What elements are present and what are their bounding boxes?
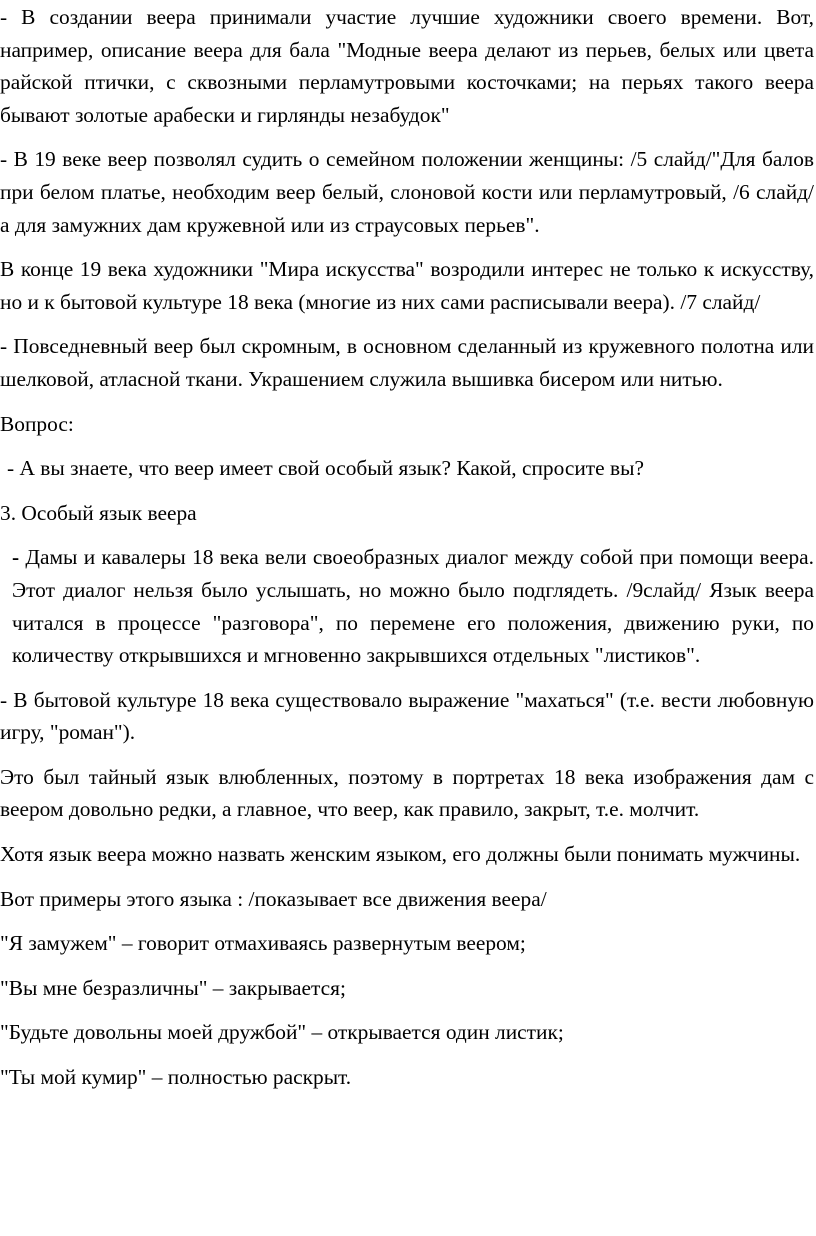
paragraph-fan-artists: - В создании веера принимали участие лучшие художники своего времени. Вот, например, описание веера для бала "Модные веера делают из перьев, белых или цвета райской птички, с сквозными перламутровыми косточками; на перьях такого веера бывают золотые арабески и гирлянды незабудок" <box>0 5 814 127</box>
paragraph-everyday-fan: - Повседневный веер был скромным, в основном сделанный из кружевного полотна или шелковой, атласной ткани. Украшением служила вышивка бисером или нитью. <box>0 334 814 391</box>
paragraph-question: - А вы знаете, что веер имеет свой особый язык? Какой, спросите вы? <box>7 456 644 481</box>
example-idol: "Ты мой кумир" – полностью раскрыт. <box>0 1065 352 1090</box>
example-married: "Я замужем" – говорит отмахиваясь развернутым веером; <box>0 931 526 956</box>
paragraph-world-of-art: В конце 19 века художники "Мира искусства" возродили интерес не только к искусству, но и к бытовой культуре 18 века (многие из них сами расписывали веера). /7 слайд/ <box>0 257 814 314</box>
paragraph-secret-language: Это был тайный язык влюбленных, поэтому в портретах 18 века изображения дам с веером довольно редки, а главное, что веер, как правило, закрыт, т.е. молчит. <box>0 764 814 822</box>
paragraph-question-label: Вопрос: <box>0 411 74 436</box>
paragraph-examples-intro: Вот примеры этого языка : /показывает все движения веера/ <box>0 886 547 911</box>
paragraph-female-language: Хотя язык веера можно назвать женским языком, его должны были понимать мужчины. <box>0 842 801 867</box>
example-friendship: "Будьте довольны моей дружбой" – открывается один листик; <box>0 1020 564 1045</box>
bold-dash: - <box>12 545 20 570</box>
paragraph-19th-century: - В 19 веке веер позволял судить о семейном положении женщины: /5 слайд/"Для балов при белом платье, необходим веер белый, слоновой кости или перламутровый, /6 слайд/ а для замужних дам кружевной или из страусовых перьев". <box>0 147 814 237</box>
section-heading: 3. Особый язык веера <box>0 500 197 525</box>
example-indifferent: "Вы мне безразличны" – закрывается; <box>0 975 346 1000</box>
paragraph-dialog <box>0 541 816 671</box>
paragraph-dialog-text: Дамы и кавалеры 18 века вели своеобразных диалог между собой при помощи веера. Этот диалог нельзя было услышать, но можно было подглядеть. /9слайд/ Язык веера читался в процессе "разговора", по перемене его положения, движению руки, по количеству открывшихся и мгновенно закрывшихся отдельных "листиков". <box>12 545 814 668</box>
paragraph-makhatsya: - В бытовой культуре 18 века существовало выражение "махаться" (т.е. вести любовную игру, "роман"). <box>0 687 814 745</box>
